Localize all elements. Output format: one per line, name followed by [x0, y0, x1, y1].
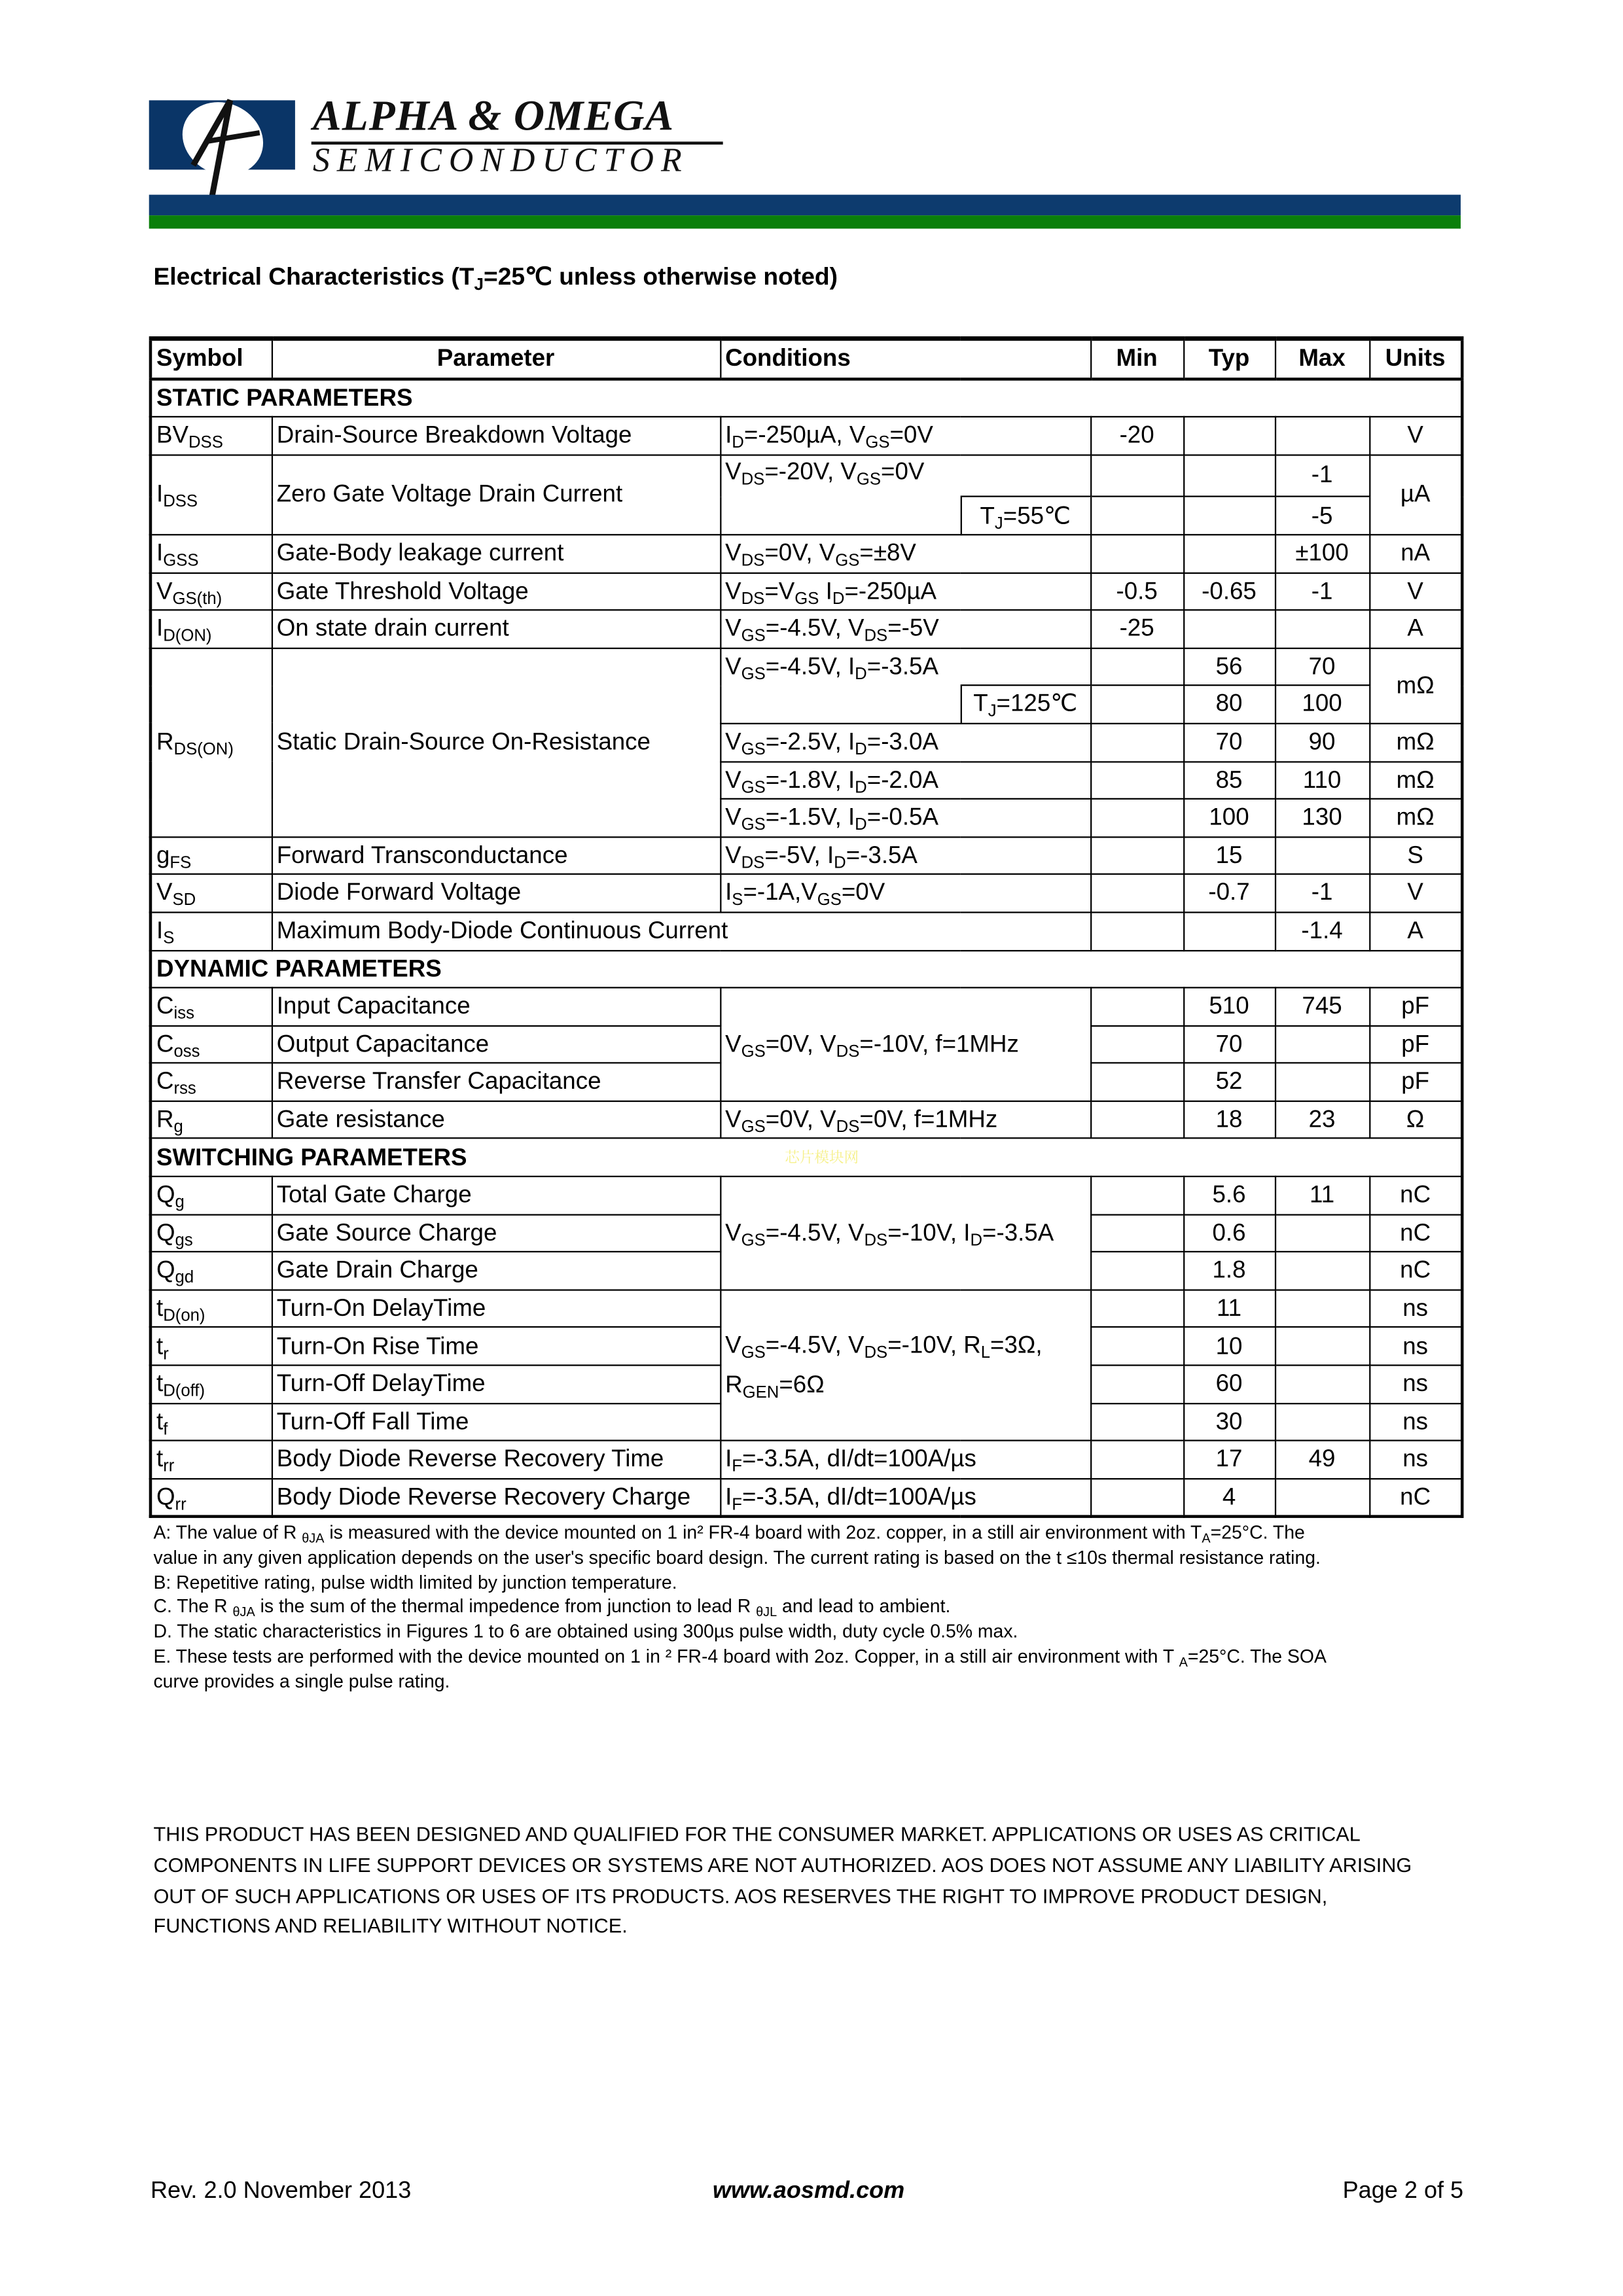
section-row	[151, 950, 1462, 988]
note-line: curve provides a single pulse rating.	[153, 1670, 450, 1692]
units: ns	[1369, 1441, 1462, 1479]
typ: -0.7	[1183, 874, 1275, 912]
units: mΩ	[1369, 724, 1462, 762]
min	[1090, 1441, 1183, 1479]
units: pF	[1369, 988, 1462, 1026]
parameter: Gate-Body leakage current	[272, 535, 720, 573]
header-max: Max	[1275, 338, 1369, 378]
symbol: $I_{D(ON)}$	[151, 610, 272, 648]
units: nC	[1369, 1214, 1462, 1252]
header-typ: Typ	[1183, 338, 1275, 378]
min	[1090, 1063, 1183, 1101]
parameter: Body Diode Reverse Recovery Time	[272, 1441, 720, 1479]
section-switching: SWITCHING PARAMETERS	[151, 1139, 1462, 1176]
typ: 11	[1183, 1290, 1275, 1328]
units: A	[1369, 610, 1462, 648]
typ: 52	[1183, 1063, 1275, 1101]
conditions-blank	[720, 497, 960, 535]
max: 11	[1275, 1176, 1369, 1214]
conditions: $V_{GS}=0V$, $V_{DS}=-10V$, f=1MHz	[720, 988, 1090, 1101]
parameter: Total Gate Charge	[272, 1176, 720, 1214]
min	[1090, 1101, 1183, 1139]
units: ns	[1369, 1366, 1462, 1404]
max: 110	[1275, 761, 1369, 799]
units: S	[1369, 837, 1462, 875]
min	[1090, 874, 1183, 912]
typ: 10	[1183, 1328, 1275, 1366]
symbol: $t_{D(on)}$	[151, 1290, 272, 1328]
conditions: $V_{DS}=0V$, $V_{GS}=\pm 8V$	[720, 535, 1090, 573]
max	[1275, 1366, 1369, 1404]
conditions: $V_{GS}=-4.5V$, $V_{DS}=-10V$, $I_D=-3.5A$	[720, 1176, 1090, 1290]
max	[1275, 1403, 1369, 1441]
parameter: Zero Gate Voltage Drain Current	[272, 455, 720, 535]
conditions-temp: $T_J=125℃$	[961, 686, 1090, 724]
typ: 30	[1183, 1403, 1275, 1441]
min	[1090, 1290, 1183, 1328]
max: -1.4	[1275, 912, 1369, 950]
parameter: On state drain current	[272, 610, 720, 648]
section-static: STATIC PARAMETERS	[151, 378, 1462, 417]
max: -1	[1275, 455, 1369, 497]
conditions: $V_{GS}=-4.5V$, $V_{DS}=-5V$	[720, 610, 1090, 648]
parameter: Maximum Body-Diode Continuous Current	[272, 912, 1090, 950]
footnotes	[153, 1521, 1452, 1694]
logo-alpha-icon	[149, 92, 296, 209]
symbol: $Q_{gs}$	[151, 1214, 272, 1252]
max: -5	[1275, 497, 1369, 535]
conditions: $V_{GS}=-1.8V$, $I_D=-2.0A$	[720, 761, 1090, 799]
table-row	[151, 535, 1462, 573]
max	[1275, 610, 1369, 648]
table-row	[151, 610, 1462, 648]
units: ns	[1369, 1290, 1462, 1328]
table-row	[151, 1290, 1462, 1328]
conditions-temp: $T_J=55℃$	[961, 497, 1090, 535]
symbol: $C_{iss}$	[151, 988, 272, 1026]
conditions-line-1: $V_{GS}=-4.5V$, $V_{DS}=-10V$, $R_L=3\Omega$,	[725, 1332, 1043, 1363]
typ: 1.8	[1183, 1252, 1275, 1290]
units: nC	[1369, 1252, 1462, 1290]
units: V	[1369, 874, 1462, 912]
max	[1275, 1214, 1369, 1252]
max	[1275, 1479, 1369, 1517]
parameter: Turn-Off DelayTime	[272, 1366, 720, 1404]
min	[1090, 1176, 1183, 1214]
max: 745	[1275, 988, 1369, 1026]
table-row	[151, 1101, 1462, 1139]
min	[1090, 724, 1183, 762]
table-row	[151, 1479, 1462, 1517]
note-line: E. These tests are performed with the device mounted on 1 in ² FR-4 board with 2oz. Copper, in a still air environment with T $_A$=25°C. The SOA	[153, 1646, 1327, 1670]
electrical-characteristics-table	[149, 336, 1464, 1519]
header-parameter: Parameter	[272, 338, 720, 378]
max: -1	[1275, 573, 1369, 610]
typ: 4	[1183, 1479, 1275, 1517]
watermark: 芯片模块网	[785, 1150, 859, 1167]
min	[1090, 912, 1183, 950]
table-row	[151, 874, 1462, 912]
max	[1275, 837, 1369, 875]
max: 100	[1275, 686, 1369, 724]
symbol: $t_{rr}$	[151, 1441, 272, 1479]
min	[1090, 761, 1183, 799]
min	[1090, 686, 1183, 724]
table-row	[151, 573, 1462, 610]
disclaimer-line: OUT OF SUCH APPLICATIONS OR USES OF ITS PRODUCTS. AOS RESERVES THE RIGHT TO IMPROVE PRODUCT DESIGN,	[153, 1884, 1328, 1907]
parameter: Body Diode Reverse Recovery Charge	[272, 1479, 720, 1517]
footer-website-link[interactable]: www.aosmd.com	[712, 2178, 905, 2204]
max	[1275, 1290, 1369, 1328]
symbol: $V_{SD}$	[151, 874, 272, 912]
disclaimer	[153, 1820, 1452, 1943]
max: ±100	[1275, 535, 1369, 573]
conditions: $V_{GS}=-2.5V$, $I_D=-3.0A$	[720, 724, 1090, 762]
max: 49	[1275, 1441, 1369, 1479]
table-header-row	[151, 338, 1462, 378]
note-line: D. The static characteristics in Figures 1 to 6 are obtained using 300µs pulse width, duty cycle 0.5% max.	[153, 1621, 1018, 1642]
units: mΩ	[1369, 799, 1462, 837]
typ: 510	[1183, 988, 1275, 1026]
min	[1090, 535, 1183, 573]
note-line: B: Repetitive rating, pulse width limited by junction temperature.	[153, 1572, 677, 1593]
note-line: value in any given application depends on the user's specific board design. The current rating is based on the t ≤10s thermal resistance rating.	[153, 1547, 1321, 1568]
parameter: Static Drain-Source On-Resistance	[272, 648, 720, 837]
conditions: $I_F=-3.5A$, dI/dt=100A/µs	[720, 1441, 1090, 1479]
typ: -0.65	[1183, 573, 1275, 610]
symbol: $Q_{rr}$	[151, 1479, 272, 1517]
min	[1090, 1214, 1183, 1252]
typ: 17	[1183, 1441, 1275, 1479]
conditions: $V_{GS}=0V$, $V_{DS}=0V$, f=1MHz	[720, 1101, 1090, 1139]
max: 70	[1275, 648, 1369, 686]
footer-revision: Rev. 2.0 November 2013	[150, 2178, 412, 2204]
units: nA	[1369, 535, 1462, 573]
min	[1090, 837, 1183, 875]
typ: 0.6	[1183, 1214, 1275, 1252]
min	[1090, 988, 1183, 1026]
conditions	[720, 1290, 1090, 1441]
min	[1090, 1252, 1183, 1290]
parameter: Output Capacitance	[272, 1025, 720, 1063]
symbol: $I_S$	[151, 912, 272, 950]
disclaimer-line: FUNCTIONS AND RELIABILITY WITHOUT NOTICE.	[153, 1915, 628, 1938]
conditions-blank	[720, 686, 960, 724]
units: Ω	[1369, 1101, 1462, 1139]
units: ns	[1369, 1403, 1462, 1441]
table-row	[151, 1176, 1462, 1214]
typ	[1183, 610, 1275, 648]
parameter: Drain-Source Breakdown Voltage	[272, 417, 720, 455]
table-row	[151, 988, 1462, 1026]
section-title: Electrical Characteristics ($T_J=25℃$ unless otherwise noted)	[153, 264, 838, 294]
footer-page-number: Page 2 of 5	[1342, 2178, 1464, 2204]
symbol: $t_f$	[151, 1403, 272, 1441]
typ	[1183, 912, 1275, 950]
conditions: $V_{DS}=V_{GS}$ $I_D=-250\mu A$	[720, 573, 1090, 610]
max: 130	[1275, 799, 1369, 837]
symbol: $Q_g$	[151, 1176, 272, 1214]
typ: 56	[1183, 648, 1275, 686]
max	[1275, 1063, 1369, 1101]
max: 23	[1275, 1101, 1369, 1139]
header-min: Min	[1090, 338, 1183, 378]
section-dynamic: DYNAMIC PARAMETERS	[151, 950, 1462, 988]
min	[1090, 1025, 1183, 1063]
min	[1090, 1328, 1183, 1366]
units: mΩ	[1369, 761, 1462, 799]
typ	[1183, 417, 1275, 455]
units: µA	[1369, 455, 1462, 535]
conditions: $I_D=-250\mu A$, $V_{GS}=0V$	[720, 417, 1090, 455]
symbol: $R_{DS(ON)}$	[151, 648, 272, 837]
table-row	[151, 912, 1462, 950]
header-symbol: Symbol	[151, 338, 272, 378]
symbol: $I_{DSS}$	[151, 455, 272, 535]
max	[1275, 1025, 1369, 1063]
symbol: $t_r$	[151, 1328, 272, 1366]
units: ns	[1369, 1328, 1462, 1366]
parameter: Gate Threshold Voltage	[272, 573, 720, 610]
min	[1090, 648, 1183, 686]
units: V	[1369, 417, 1462, 455]
min	[1090, 1366, 1183, 1404]
min	[1090, 455, 1183, 497]
units: pF	[1369, 1025, 1462, 1063]
parameter: Turn-Off Fall Time	[272, 1403, 720, 1441]
conditions: $V_{DS}=-20V$, $V_{GS}=0V$	[720, 455, 1090, 497]
typ: 15	[1183, 837, 1275, 875]
symbol: $V_{GS(th)}$	[151, 573, 272, 610]
conditions: $I_F=-3.5A$, dI/dt=100A/µs	[720, 1479, 1090, 1517]
parameter: Turn-On DelayTime	[272, 1290, 720, 1328]
typ: 5.6	[1183, 1176, 1275, 1214]
disclaimer-line: COMPONENTS IN LIFE SUPPORT DEVICES OR SYSTEMS ARE NOT AUTHORIZED. AOS DOES NOT ASSUME ANY LIABILITY ARISING	[153, 1854, 1412, 1877]
typ	[1183, 535, 1275, 573]
max	[1275, 1328, 1369, 1366]
table-row	[151, 417, 1462, 455]
conditions: $V_{GS}=-1.5V$, $I_D=-0.5A$	[720, 799, 1090, 837]
header-units: Units	[1369, 338, 1462, 378]
typ: 70	[1183, 724, 1275, 762]
units: mΩ	[1369, 648, 1462, 723]
parameter: Diode Forward Voltage	[272, 874, 720, 912]
min: -20	[1090, 417, 1183, 455]
typ: 18	[1183, 1101, 1275, 1139]
typ	[1183, 497, 1275, 535]
min	[1090, 1479, 1183, 1517]
units: A	[1369, 912, 1462, 950]
parameter: Turn-On Rise Time	[272, 1328, 720, 1366]
typ: 100	[1183, 799, 1275, 837]
conditions: $V_{DS}=-5V$, $I_D=-3.5A$	[720, 837, 1090, 875]
max: -1	[1275, 874, 1369, 912]
max: 90	[1275, 724, 1369, 762]
table-row	[151, 455, 1462, 497]
typ: 85	[1183, 761, 1275, 799]
table-row	[151, 1441, 1462, 1479]
units: pF	[1369, 1063, 1462, 1101]
section-row	[151, 378, 1462, 417]
header-conditions: Conditions	[720, 338, 1090, 378]
conditions-line-2: $R_{GEN}=6\Omega$	[725, 1371, 825, 1402]
parameter: Gate resistance	[272, 1101, 720, 1139]
min	[1090, 497, 1183, 535]
parameter: Gate Source Charge	[272, 1214, 720, 1252]
units: V	[1369, 573, 1462, 610]
conditions: $V_{GS}=-4.5V$, $I_D=-3.5A$	[720, 648, 1090, 686]
typ	[1183, 455, 1275, 497]
table-row	[151, 648, 1462, 686]
symbol: $C_{rss}$	[151, 1063, 272, 1101]
parameter: Forward Transconductance	[272, 837, 720, 875]
typ: 80	[1183, 686, 1275, 724]
symbol: $C_{oss}$	[151, 1025, 272, 1063]
min	[1090, 799, 1183, 837]
disclaimer-line: THIS PRODUCT HAS BEEN DESIGNED AND QUALIFIED FOR THE CONSUMER MARKET. APPLICATIONS OR USES AS CRITICAL	[153, 1823, 1361, 1846]
typ: 60	[1183, 1366, 1275, 1404]
conditions: $I_S=-1A,V_{GS}=0V$	[720, 874, 1090, 912]
header-band-blue	[149, 195, 1461, 216]
note-line: C. The R $_{\theta JA}$ is the sum of the thermal impedence from junction to lead R $_{\theta JL}$ and lead to ambient.	[153, 1597, 951, 1620]
note-line: A: The value of R $_{\theta JA}$ is measured with the device mounted on 1 in² FR-4 board with 2oz. copper, in a still air environment with $T_A=25^\circ C$. The	[153, 1522, 1305, 1545]
parameter: Reverse Transfer Capacitance	[272, 1063, 720, 1101]
symbol: $t_{D(off)}$	[151, 1366, 272, 1404]
units: nC	[1369, 1176, 1462, 1214]
max	[1275, 1252, 1369, 1290]
brand-name: ALPHA & OMEGA	[312, 93, 675, 141]
min: -0.5	[1090, 573, 1183, 610]
table-row	[151, 837, 1462, 875]
symbol: $I_{GSS}$	[151, 535, 272, 573]
typ: 70	[1183, 1025, 1275, 1063]
parameter: Gate Drain Charge	[272, 1252, 720, 1290]
parameter: Input Capacitance	[272, 988, 720, 1026]
header-band-green	[149, 215, 1461, 228]
symbol: $BV_{DSS}$	[151, 417, 272, 455]
units: nC	[1369, 1479, 1462, 1517]
max	[1275, 417, 1369, 455]
min	[1090, 1403, 1183, 1441]
brand-subtitle: SEMICONDUCTOR	[312, 141, 689, 179]
symbol: $Q_{gd}$	[151, 1252, 272, 1290]
symbol: $R_g$	[151, 1101, 272, 1139]
symbol: $g_{FS}$	[151, 837, 272, 875]
min: -25	[1090, 610, 1183, 648]
